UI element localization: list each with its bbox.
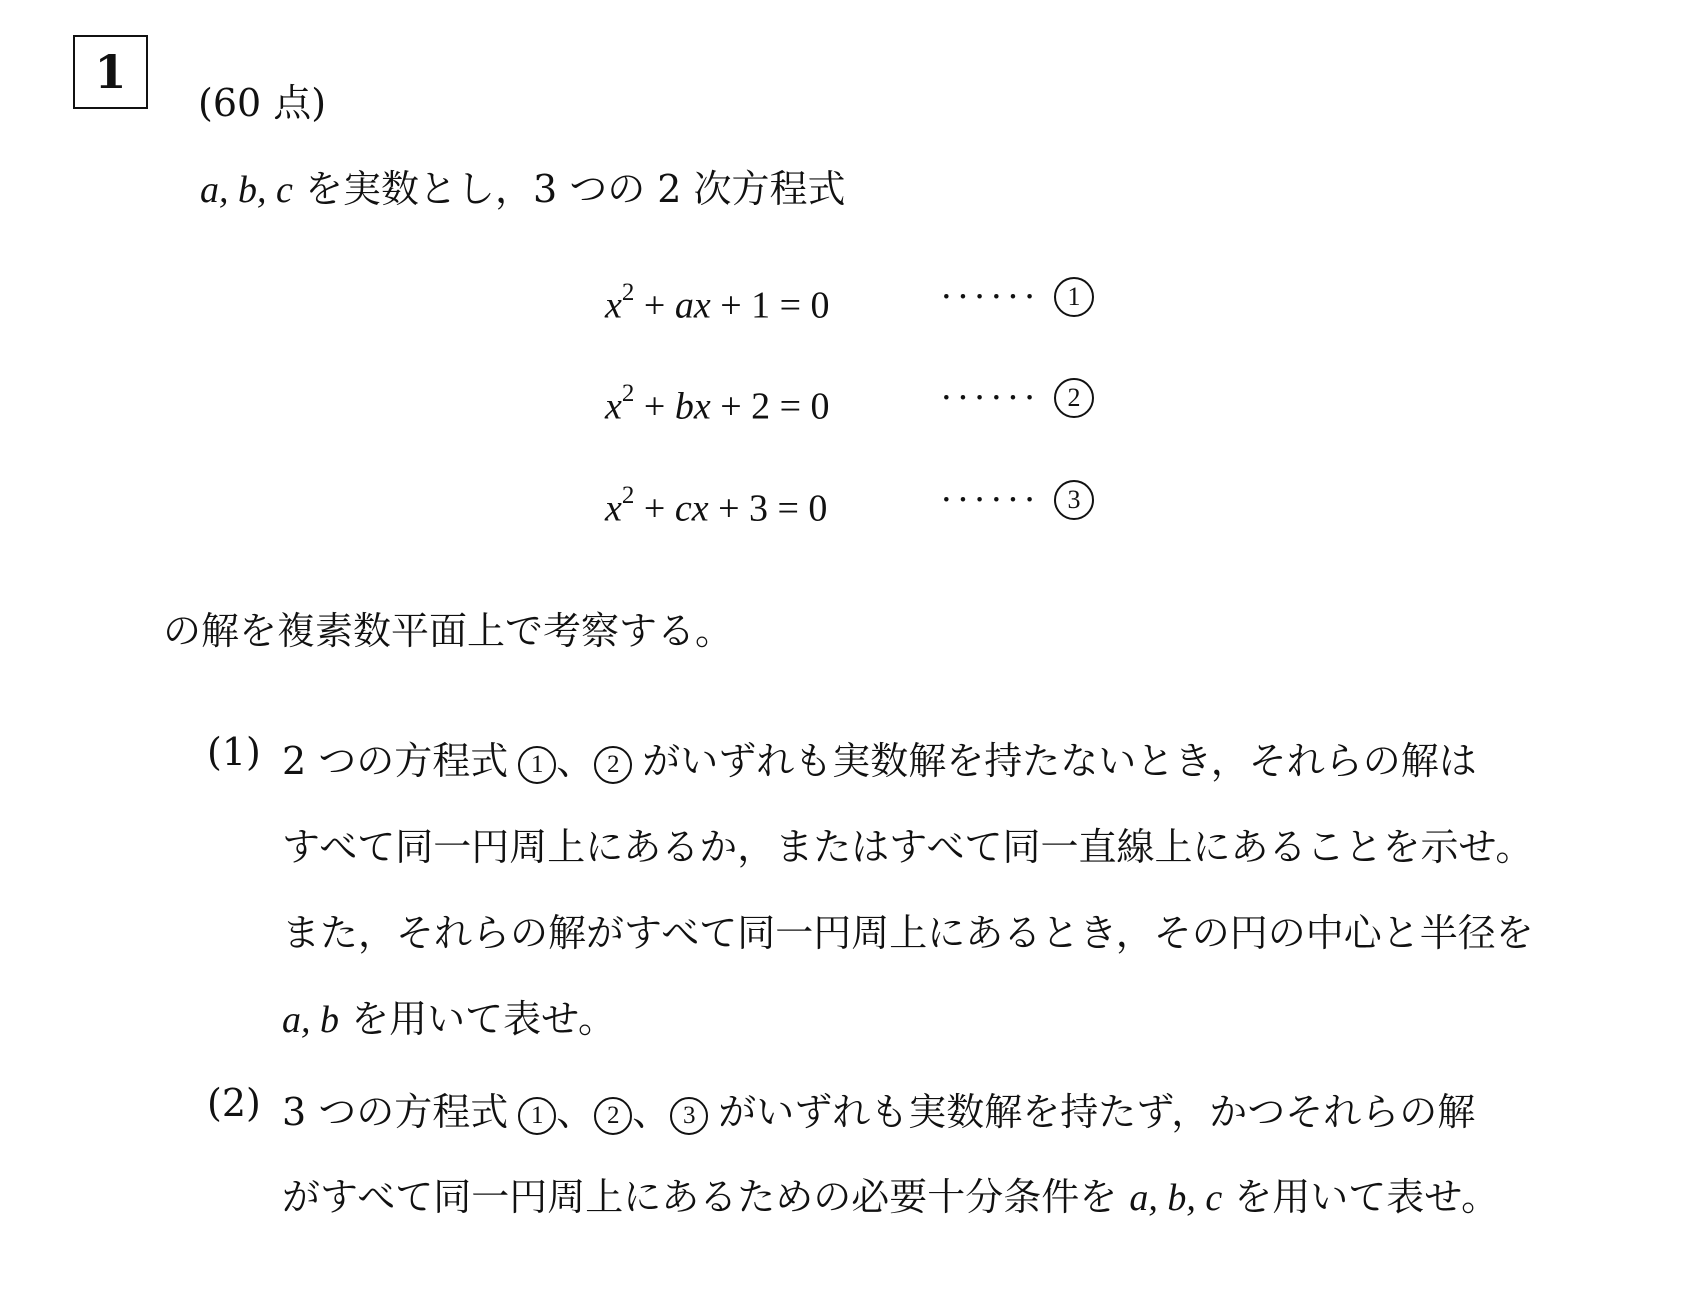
q1-circled-2: 2 [594, 746, 632, 784]
eq3-constant: 3 [749, 487, 768, 530]
q1-line1-tail: がいずれも実数解を持たないとき，それらの解は [642, 739, 1477, 783]
problem-points: (60 点) [198, 81, 327, 125]
eq3-dots: ······ [940, 479, 1040, 521]
q2-circled-3: 3 [670, 1097, 708, 1135]
problem-number: 1 [73, 35, 148, 109]
question-2-line-2 [282, 1166, 1499, 1221]
q2-line2-lead: がすべて同一円周上にあるための必要十分条件を [282, 1175, 1130, 1219]
eq3-coeff: c [674, 487, 692, 530]
question-2-label: (2) [207, 1081, 261, 1125]
eq1-label: 1 [1054, 277, 1094, 317]
eq3-plus-a: + [634, 487, 675, 530]
q1-line4-text: を用いて表せ。 [339, 997, 616, 1041]
question-2-line-1 [282, 1081, 1475, 1136]
q2-line1-tail: がいずれも実数解を持たず，かつそれらの解 [718, 1090, 1476, 1134]
eq1-plus-b: + [710, 284, 752, 327]
eq2-constant: 2 [751, 385, 771, 428]
question-1-line-2: すべて同一円周上にあるか，またはすべて同一直線上にあることを示せ。 [282, 825, 1534, 869]
q2-variables: a, b, c [1129, 1177, 1223, 1219]
q1-circled-1: 1 [518, 746, 556, 784]
q2-line2-tail: を用いて表せ。 [1222, 1175, 1500, 1219]
q2-separator-2: 、 [632, 1090, 671, 1134]
question-1-line-3: また，それらの解がすべて同一円周上にあるとき，その円の中心と半径を [282, 911, 1534, 955]
equation-1 [605, 267, 1081, 327]
eq1-x: x [605, 284, 622, 327]
eq2-plus-b: + [710, 385, 752, 428]
eq1-constant: 1 [751, 284, 771, 327]
q2-separator-1: 、 [556, 1090, 595, 1134]
eq3-plus-b: + [708, 487, 749, 530]
eq1-dots: ······ [940, 276, 1040, 318]
eq2-plus-a: + [634, 385, 675, 428]
eq3-square: 2 [621, 482, 635, 509]
eq2-square: 2 [621, 380, 635, 407]
eq2-equals-zero: = 0 [770, 385, 830, 428]
q1-line1-lead: 2 つの方程式 [282, 739, 509, 783]
eq3-x-linear: x [691, 487, 709, 530]
eq1-square: 2 [621, 279, 635, 306]
question-1-label: (1) [207, 730, 261, 774]
eq1-equals-zero: = 0 [770, 284, 830, 327]
q2-circled-1: 1 [518, 1097, 556, 1135]
q1-variables: a, b [282, 999, 339, 1041]
intro-variables: a, b, c [200, 169, 293, 211]
eq2-coeff: b [674, 385, 694, 428]
q2-line1-lead: 3 つの方程式 [282, 1090, 509, 1134]
conclusion-sentence: の解を複素数平面上で考察する。 [163, 609, 734, 653]
eq2-label: 2 [1054, 378, 1094, 418]
eq3-equals-zero: = 0 [768, 487, 828, 530]
question-1-line-1 [282, 730, 1477, 785]
equation-3 [605, 470, 1081, 530]
eq1-plus-a: + [634, 284, 675, 327]
eq3-x: x [605, 487, 622, 530]
eq3-label: 3 [1054, 480, 1094, 520]
eq2-dots: ······ [940, 377, 1040, 419]
eq2-x: x [605, 385, 622, 428]
eq1-x-linear: x [693, 284, 711, 327]
intro-text: を実数とし，3 つの 2 次方程式 [292, 167, 846, 211]
eq2-x-linear: x [693, 385, 711, 428]
question-1-line-4 [282, 988, 616, 1043]
intro-sentence [200, 158, 846, 213]
q1-separator: 、 [556, 739, 595, 783]
q2-circled-2: 2 [594, 1097, 632, 1135]
equation-2 [605, 368, 1081, 428]
eq1-coeff: a [674, 284, 694, 327]
